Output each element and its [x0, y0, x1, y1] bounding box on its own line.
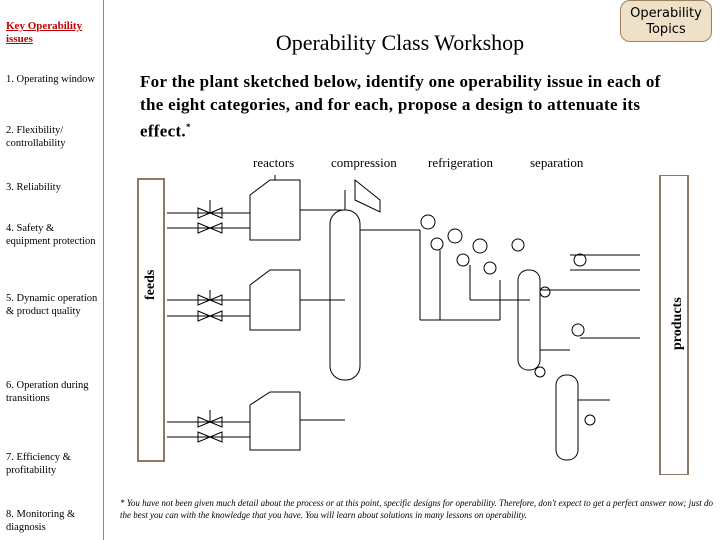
prompt-text: For the plant sketched below, identify one operability issue in each of the eight categories, and for each, propose a design to attenuate its effect.: [140, 72, 661, 141]
category-refrigeration: refrigeration: [428, 155, 493, 170]
category-compression: compression: [331, 155, 397, 170]
key-operability-issues-link[interactable]: Key Operability issues: [6, 20, 83, 45]
operability-topics-button[interactable]: Operability Topics: [620, 0, 712, 42]
footnote: * You have not been given much detail about the process or at this point, specific designs for operability. Therefore, don't expect to get a perfect answer now; just do the best you can with the knowledge that you have. You will learn about solutions in many lessons on operability.: [120, 498, 714, 520]
sidebar-item-efficiency[interactable]: 7. Efficiency & profitability: [6, 452, 71, 476]
process-flow-diagram: [160, 175, 690, 475]
reactor-vessels: [250, 175, 345, 450]
separation-columns: [518, 254, 640, 460]
sidebar-item-operating-window[interactable]: 1. Operating window: [6, 74, 95, 85]
sidebar-item-dynamic-operation[interactable]: 5. Dynamic operation & product quality: [6, 293, 98, 317]
feeds-label: feeds: [143, 269, 158, 300]
sidebar-item-transitions[interactable]: 6. Operation during transitions: [6, 380, 89, 404]
sidebar-item-flexibility[interactable]: 2. Flexibility/ controllability: [6, 125, 66, 149]
refrigeration-loop: [360, 215, 530, 320]
products-label: products: [670, 297, 685, 350]
category-separation: separation: [530, 155, 584, 170]
sidebar-item-monitoring[interactable]: 8. Monitoring & diagnosis: [6, 509, 76, 533]
sidebar-item-safety[interactable]: 4. Safety & equipment protection: [6, 223, 96, 247]
workshop-prompt: [140, 70, 680, 143]
feed-valves: [167, 200, 250, 442]
page-title: Operability Class Workshop: [275, 30, 525, 55]
category-reactors: reactors: [253, 155, 295, 170]
sidebar: [0, 0, 104, 540]
sidebar-item-reliability[interactable]: 3. Reliability: [6, 182, 61, 193]
footnote-marker: *: [185, 122, 191, 132]
products-panel: [660, 175, 688, 475]
